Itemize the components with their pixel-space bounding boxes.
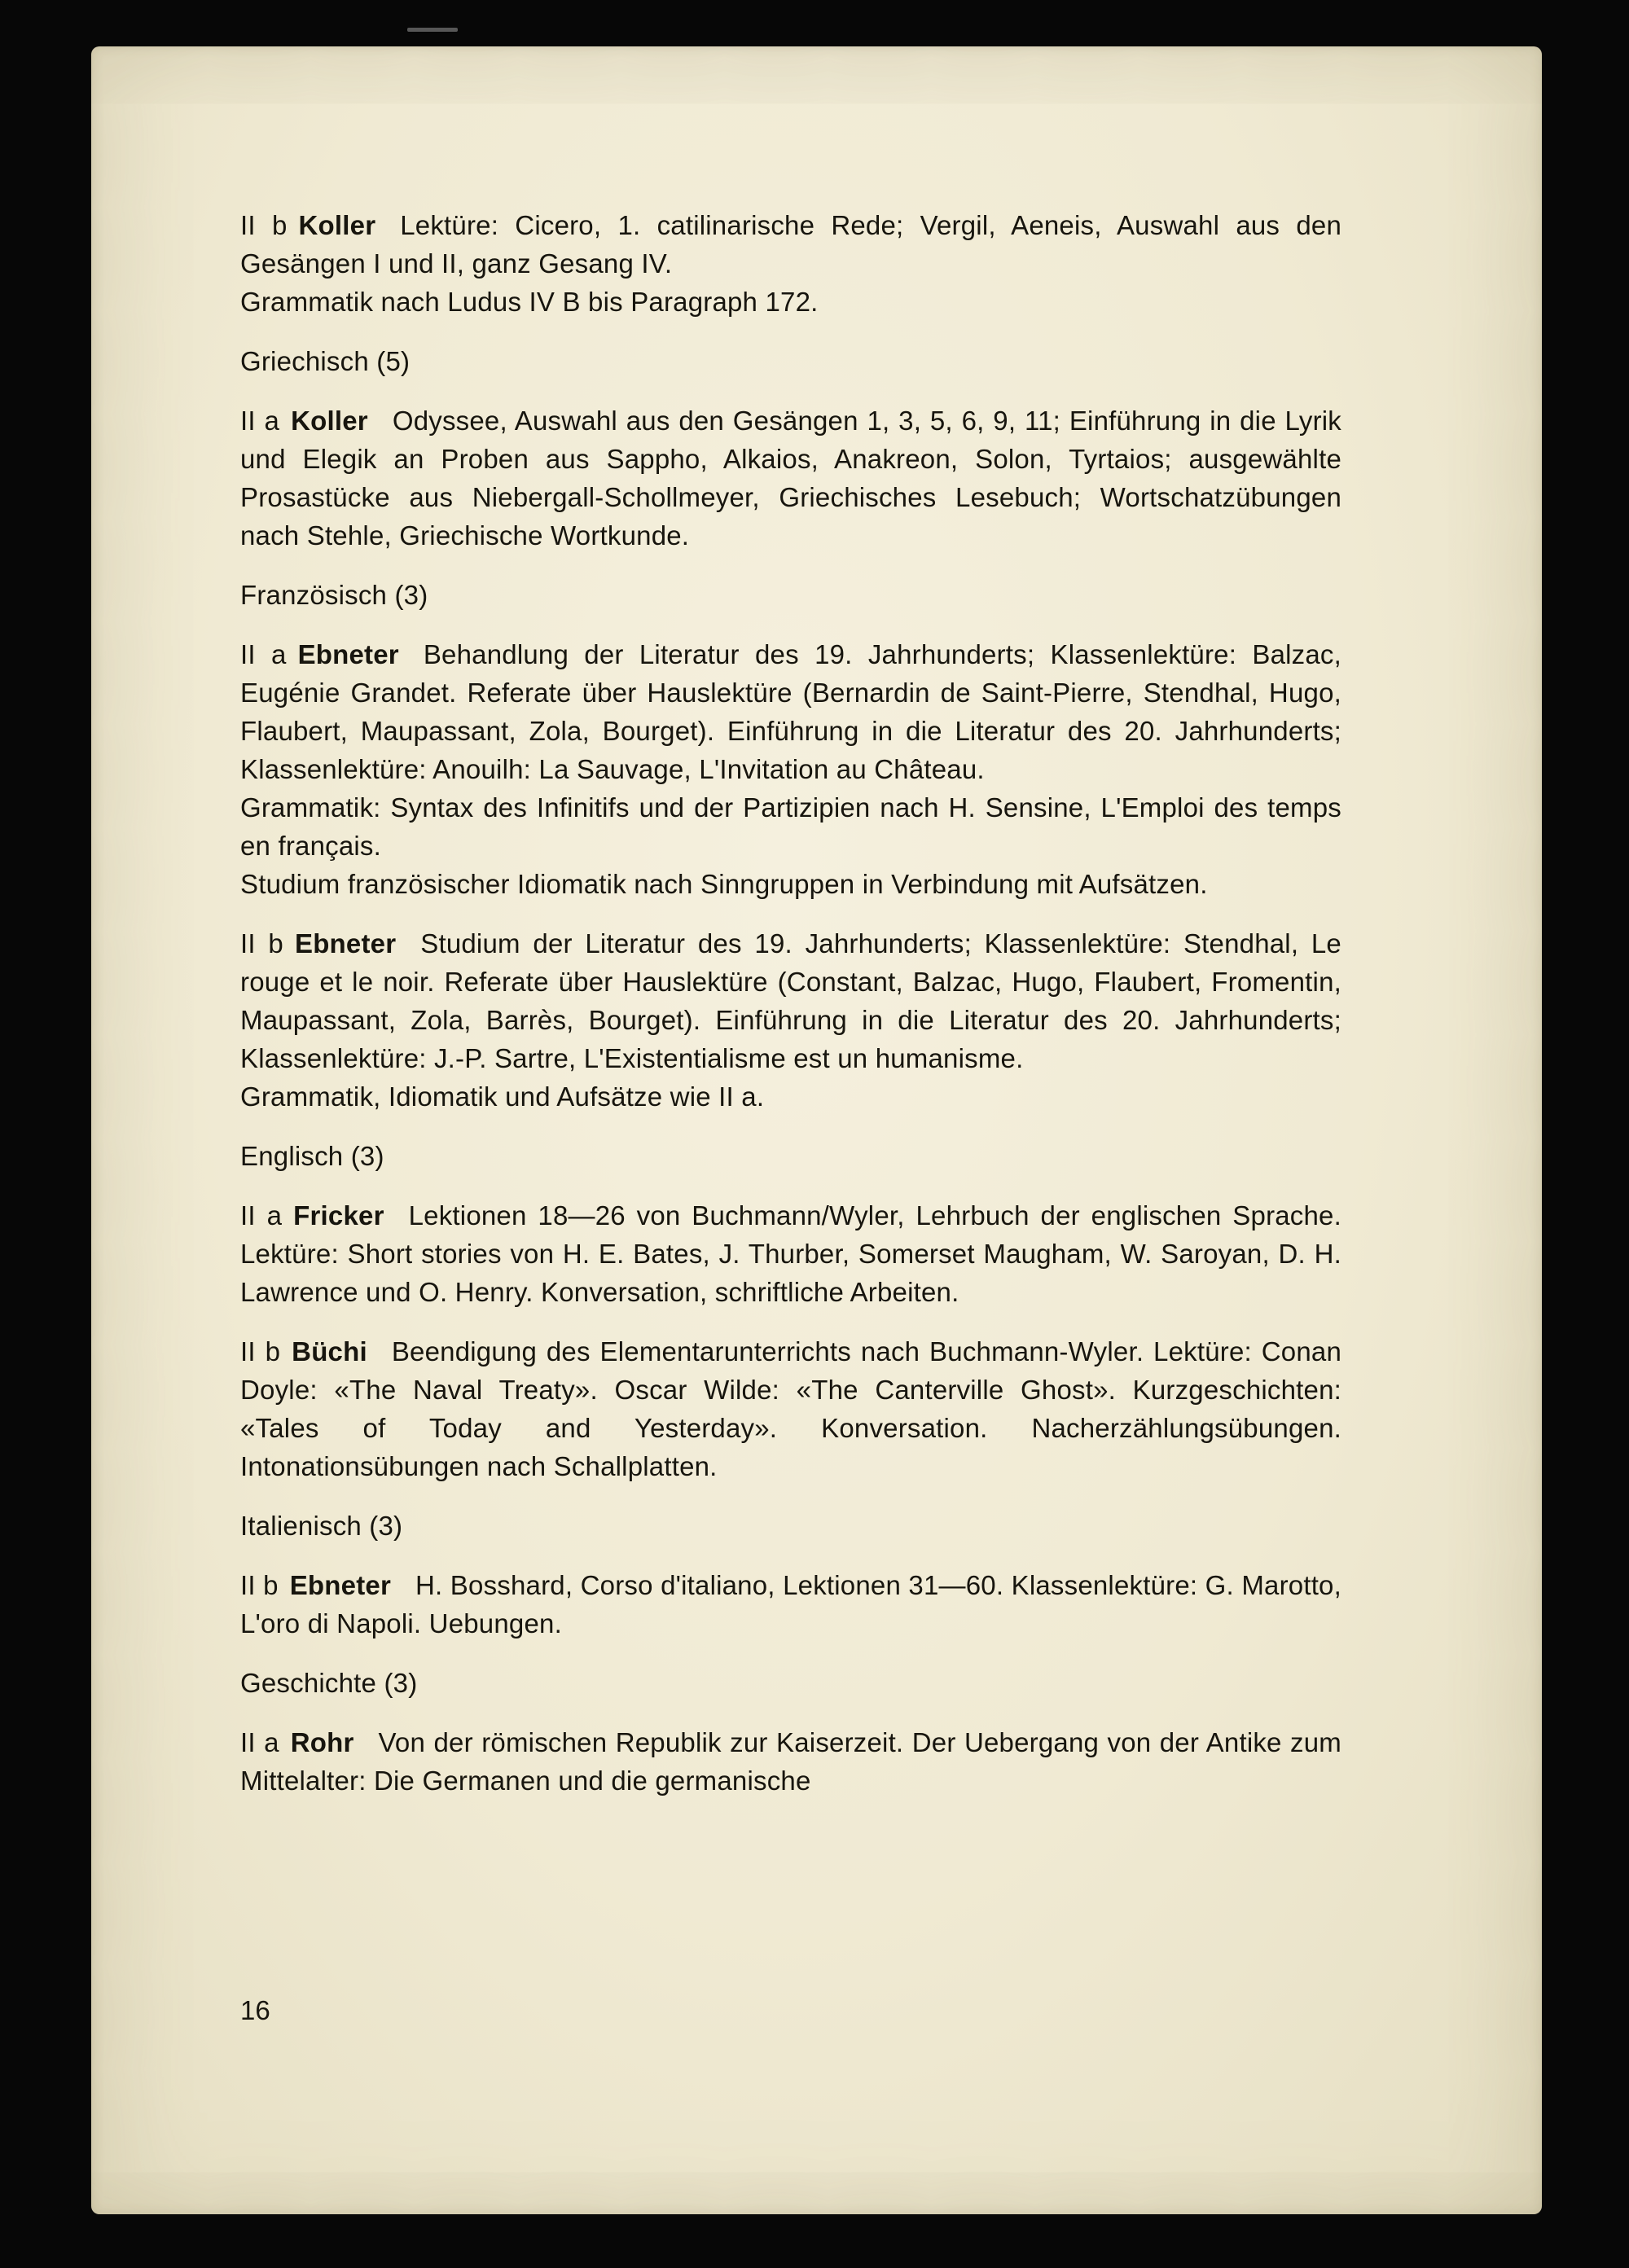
section-heading: Griechisch (5) [240, 346, 411, 376]
curriculum-entry [240, 1566, 1341, 1643]
entry-text-line: Grammatik nach Ludus IV B bis Paragraph 172. [240, 287, 819, 317]
teacher-name: Ebneter [289, 1570, 391, 1600]
entry-text-line: II a Fricker Lektionen 18—26 von Buchmann/Wyler, Lehrbuch der englischen Sprache. Lektüre: Short stories von H. E. Bates, J. Thurber, Somerset Maugham, W. Saroyan, D. H. Lawrence und O. Henry. Konversation, schriftliche Arbeiten. [240, 1200, 1341, 1307]
class-label: II a [240, 406, 280, 436]
curriculum-entry [240, 1332, 1341, 1485]
entry-text-line: Grammatik: Syntax des Infinitifs und der Partizipien nach H. Sensine, L'Emploi des temps en français. [240, 792, 1341, 861]
section-heading: Italienisch (3) [240, 1511, 403, 1541]
curriculum-entry [240, 1196, 1341, 1311]
section-heading: Geschichte (3) [240, 1668, 418, 1698]
curriculum-entry [240, 635, 1341, 903]
class-label: II b [240, 1570, 279, 1600]
entry-text-line: II b Koller Lektüre: Cicero, 1. catilinarische Rede; Vergil, Aeneis, Auswahl aus den Gesängen I und II, ganz Gesang IV. [240, 210, 1341, 279]
teacher-name: Koller [298, 210, 376, 240]
teacher-name: Ebneter [294, 928, 397, 959]
entry-text-line: Grammatik, Idiomatik und Aufsätze wie II a. [240, 1081, 765, 1112]
class-label: II a [240, 1200, 283, 1231]
entry-text-line: II a Rohr Von der römischen Republik zur Kaiserzeit. Der Uebergang von der Antike zum Mittelalter: Die Germanen und die germanische [240, 1727, 1341, 1796]
entry-text-line: Studium französischer Idiomatik nach Sinngruppen in Verbindung mit Aufsätzen. [240, 869, 1208, 899]
document-body [240, 206, 1341, 1800]
teacher-name: Fricker [293, 1200, 384, 1231]
class-label: II a [240, 1727, 279, 1757]
page-number: 16 [240, 1995, 270, 2025]
entry-text-line: II a Ebneter Behandlung der Literatur des 19. Jahrhunderts; Klassenlektüre: Balzac, Eugénie Grandet. Referate über Hauslektüre (Bernardin de Saint-Pierre, Stendhal, Hugo, Flaubert, Maupassant, Zola, Bourget). Einführung in die Literatur des 20. Jahrhunderts; Klassenlektüre: Anouilh: La Sauvage, L'Invitation au Château. [240, 639, 1341, 784]
entry-text-line: II a Koller Odyssee, Auswahl aus den Gesängen 1, 3, 5, 6, 9, 11; Einführung in die Lyrik und Elegik an Proben aus Sappho, Alkaios, Anakreon, Solon, Tyrtaios; ausgewählte Prosastücke aus Niebergall-Schollmeyer, Griechisches Lesebuch; Wortschatzübungen nach Stehle, Griechische Wortkunde. [240, 406, 1341, 551]
teacher-name: Ebneter [297, 639, 399, 669]
section-heading: Englisch (3) [240, 1141, 384, 1171]
class-label: II b [240, 1336, 281, 1367]
document-page [91, 46, 1542, 2214]
curriculum-entry [240, 206, 1341, 321]
entry-text-line: II b Ebneter H. Bosshard, Corso d'italiano, Lektionen 31—60. Klassenlektüre: G. Marotto, L'oro di Napoli. Uebungen. [240, 1570, 1341, 1638]
class-label: II b [240, 210, 288, 240]
section-heading: Französisch (3) [240, 580, 428, 610]
curriculum-entry [240, 924, 1341, 1116]
class-label: II a [240, 639, 287, 669]
entry-text-line: II b Ebneter Studium der Literatur des 19. Jahrhunderts; Klassenlektüre: Stendhal, Le rouge et le noir. Referate über Hauslektüre (Constant, Balzac, Hugo, Flaubert, Fromentin, Maupassant, Zola, Barrès, Bourget). Einführung in die Literatur des 20. Jahrhunderts; Klassenlektüre: J.-P. Sartre, L'Existentialisme est un humanisme. [240, 928, 1341, 1073]
scan-artifact [407, 28, 458, 32]
teacher-name: Rohr [290, 1727, 354, 1757]
entry-text-line: II b Büchi Beendigung des Elementarunterrichts nach Buchmann-Wyler. Lektüre: Conan Doyle: «The Naval Treaty». Oscar Wilde: «The Canterville Ghost». Kurzgeschichten: «Tales of Today and Yesterday». Konversation. Nacherzählungsübungen. Intonationsübungen nach Schallplatten. [240, 1336, 1341, 1481]
curriculum-entry [240, 401, 1341, 555]
teacher-name: Büchi [292, 1336, 367, 1367]
teacher-name: Koller [291, 406, 368, 436]
curriculum-entry [240, 1723, 1341, 1800]
class-label: II b [240, 928, 283, 959]
